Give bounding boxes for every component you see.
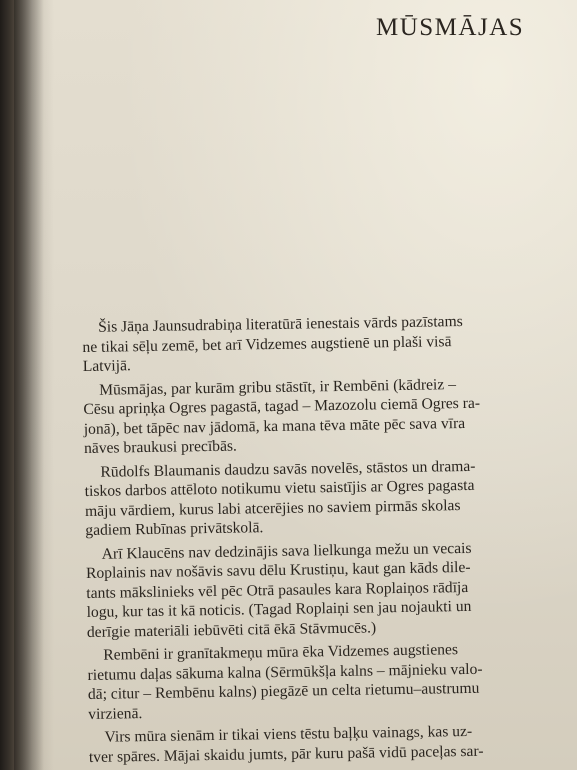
text-line: Šis Jāņa Jaunsudrabiņa literatūrā ienestais vārds pazīstams <box>98 313 463 336</box>
text-line: Roplainis nav nošāvis savu dēlu Krustiņu, kaut gan kāds dile- <box>85 558 471 582</box>
text-line: gadiem Rubīnas privātskolā. <box>85 519 264 539</box>
text-line: nāves braukusi precībās. <box>83 437 238 457</box>
text-line: logu, kur tas it kā noticis. (Tagad Roplaiņi sen jau nojaukti un <box>86 597 472 621</box>
paragraph <box>84 455 541 540</box>
text-line: Virs mūra sienām ir tikai viens tēstu baļķu vainags, kas uz- <box>104 722 473 746</box>
text-line: tver spāres. Mājai skaidu jumts, pār kuru pašā vidū paceļas sar- <box>88 742 484 766</box>
paragraph <box>87 639 544 724</box>
text-line: Mūsmājas, par kurām gribu stāstīt, ir Rembēni (kādreiz – <box>98 375 457 399</box>
text-line: ne tikai sēļu zemē, bet arī Vidzemes augstienē un plaši visā <box>82 332 452 356</box>
paragraph <box>88 721 545 767</box>
text-line: Cēsu apriņķa Ogres pagastā, tagad – Mazozolu ciemā Ogres ra- <box>83 394 481 418</box>
text-line: tiskos darbos attēloto notikumu vietu saistījis ar Ogres pagasta <box>84 476 475 500</box>
text-line: Latvijā. <box>82 357 131 375</box>
text-line: virzienā. <box>88 704 143 723</box>
text-line: jonā), bet tāpēc nav jādomā, ka mana tēva māte pēc sava vīra <box>83 414 466 438</box>
text-line: rietumu daļas sākuma kalna (Sērmūkšļa kalns – mājnieku valo- <box>87 660 483 684</box>
text-line: Arī Klaucēns nav dedzinājis sava lielkunga mežu un vecais <box>101 539 472 563</box>
body-text <box>82 311 545 767</box>
paragraph <box>83 373 540 458</box>
text-line: dā; citur – Rembēnu kalns) piegāzē un celta rietumu–austrumu <box>87 679 480 703</box>
book-gutter-shadow <box>14 0 44 770</box>
text-line: tants mākslinieks vēl pēc Otrā pasaules kara Roplaiņos rādīja <box>86 578 469 602</box>
paragraph <box>86 537 543 642</box>
text-line: Rembēni ir granītakmeņu mūra ēka Vidzemes augstienes <box>103 641 459 664</box>
paragraph <box>82 311 539 377</box>
text-line: Rūdolfs Blaumanis daudzu savās novelēs, stāstos un drama- <box>100 457 476 481</box>
chapter-heading: MŪSMĀJAS <box>376 14 525 41</box>
book-page <box>14 0 577 770</box>
text-line: derīgie materiāli iebūvēti citā ēkā Stāvmucēs.) <box>86 618 377 641</box>
text-line: māju vārdiem, kurus labi atcerējies no saviem pirmās skolas <box>84 496 461 520</box>
